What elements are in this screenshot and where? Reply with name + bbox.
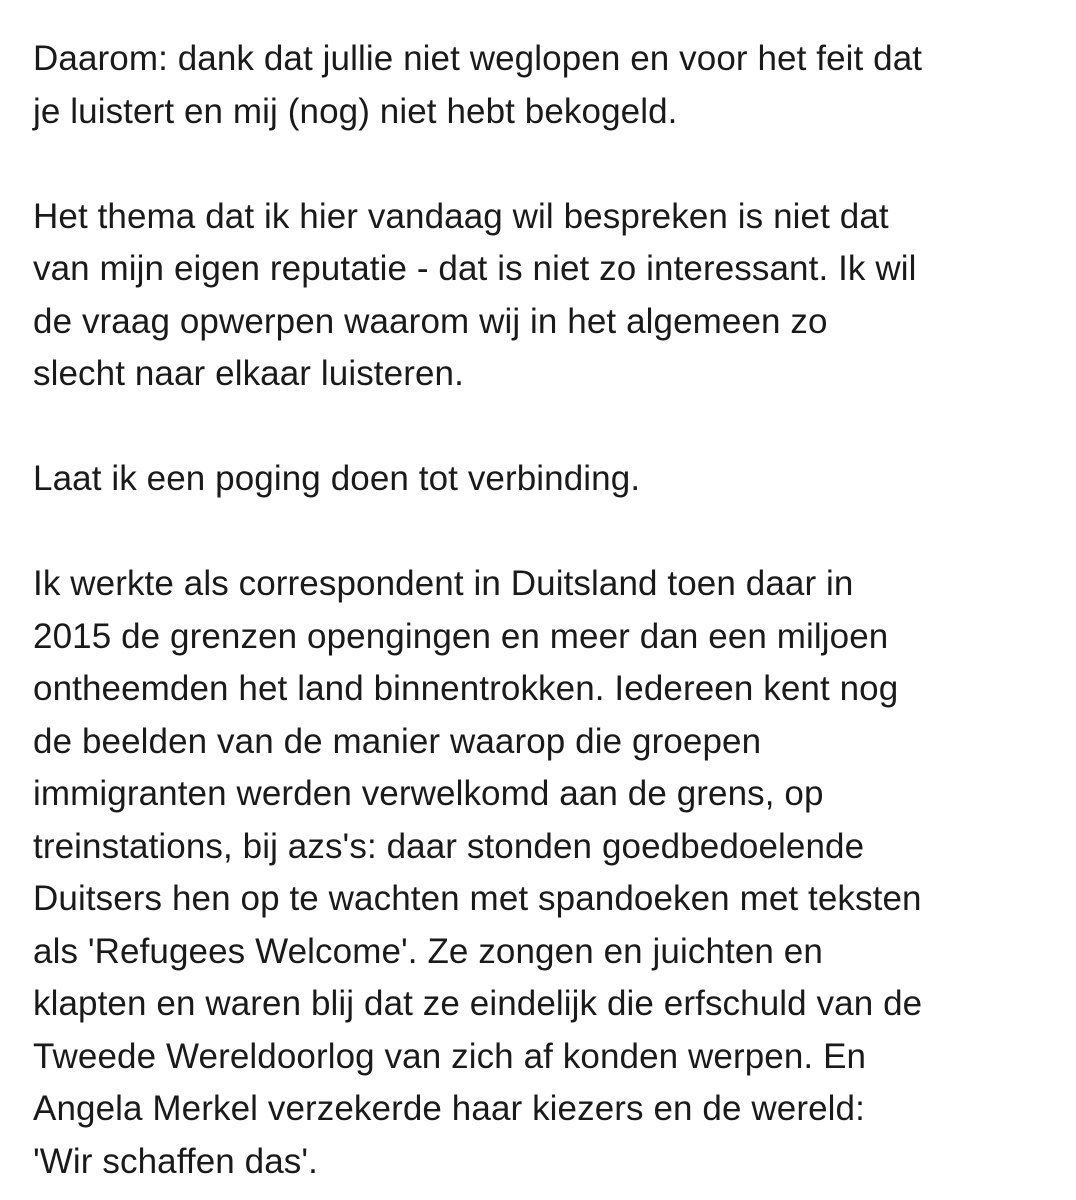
text-line: 'Wir schaffen das'. xyxy=(33,1141,319,1181)
text-line: 2015 de grenzen opengingen en meer dan een miljoen xyxy=(33,616,889,656)
paragraph-4 xyxy=(33,558,1063,1188)
text-line: Daarom: dank dat jullie niet weglopen en voor het feit dat xyxy=(33,39,923,78)
text-line: je luistert en mij (nog) niet hebt bekogeld. xyxy=(33,91,678,131)
text-line: Tweede Wereldoorlog van zich af konden werpen. En xyxy=(33,1036,867,1076)
text-line: Angela Merkel verzekerde haar kiezers en de wereld: xyxy=(33,1089,865,1128)
paragraph-2 xyxy=(33,191,1063,401)
text-line: Laat ik een poging doen tot verbinding. xyxy=(33,459,641,498)
text-line: de beelden van de manier waarop die groepen xyxy=(33,721,762,761)
text-line: treinstations, bij azs's: daar stonden goedbedoelende xyxy=(33,826,865,866)
text-line: Het thema dat ik hier vandaag wil bespreken is niet dat xyxy=(33,196,889,236)
paragraph-gap xyxy=(33,401,1063,454)
text-line: klapten en waren blij dat ze eindelijk die erfschuld van de xyxy=(33,984,923,1023)
paragraph-gap xyxy=(33,138,1063,191)
text-line: als 'Refugees Welcome'. Ze zongen en juichten en xyxy=(33,931,823,971)
text-line: slecht naar elkaar luisteren. xyxy=(33,354,464,393)
paragraph-gap xyxy=(33,506,1063,559)
text-line: immigranten werden verwelkomd aan de grens, op xyxy=(33,774,824,813)
post-text xyxy=(33,33,1063,1188)
text-line: ontheemden het land binnentrokken. Iedereen kent nog xyxy=(33,669,899,708)
paragraph-1 xyxy=(33,33,1063,138)
text-line: de vraag opwerpen waarom wij in het algemeen zo xyxy=(33,301,828,341)
paragraph-3 xyxy=(33,453,1063,506)
text-line: van mijn eigen reputatie - dat is niet zo interessant. Ik wil xyxy=(33,249,917,288)
text-line: Duitsers hen op te wachten met spandoeken met teksten xyxy=(33,879,922,918)
text-line: Ik werkte als correspondent in Duitsland toen daar in xyxy=(33,564,854,603)
